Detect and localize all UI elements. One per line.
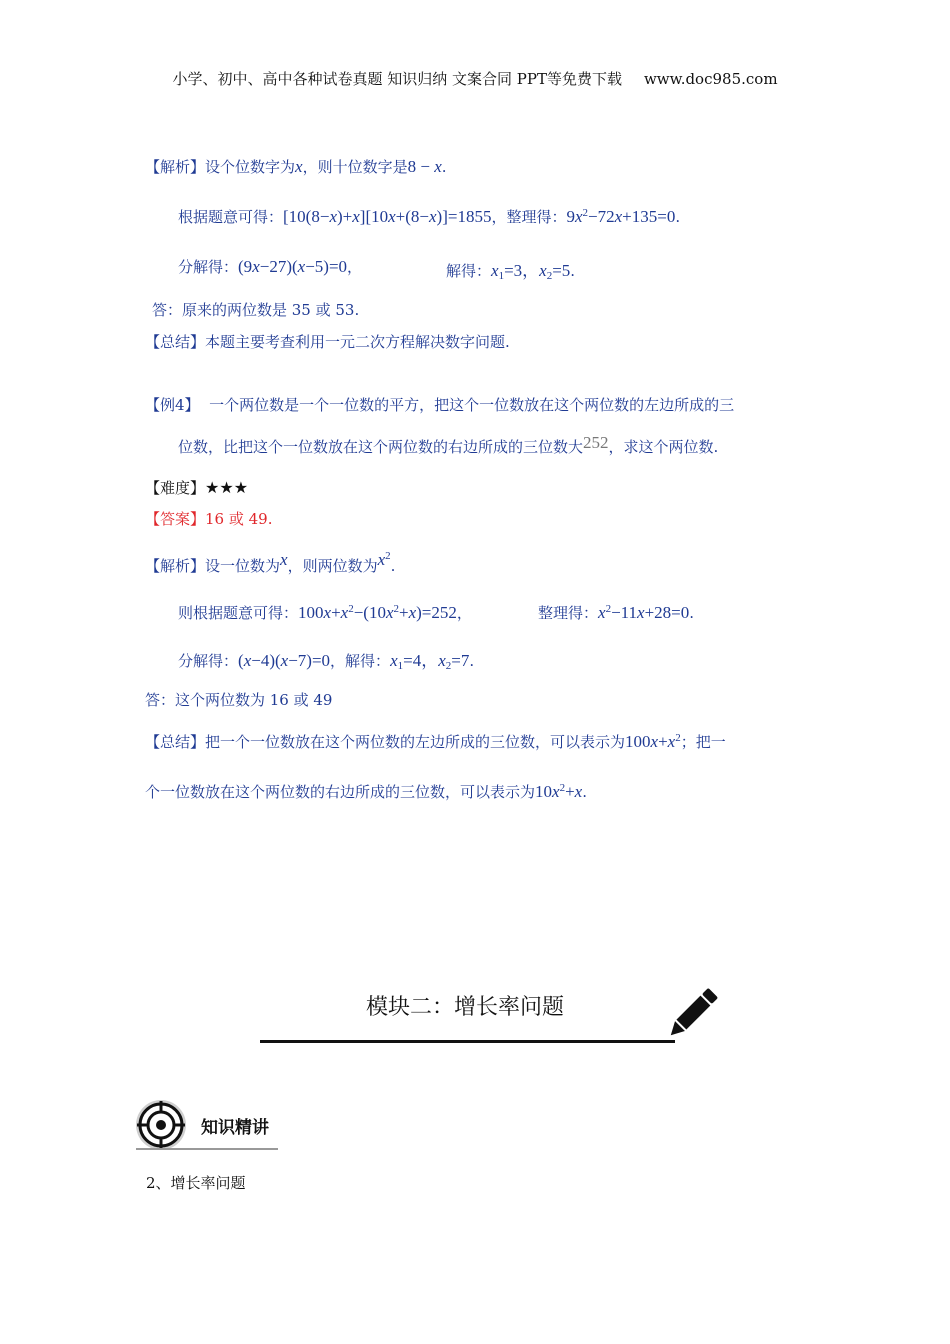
ex4-step2-line: 分解得：(x−4)(x−7)=0，解得：$x_1=4$，$x_2=7$. [178, 651, 475, 672]
math-equation-252: $100x+x^2-(10x^2+x)=252$ [298, 603, 457, 622]
ex4-tidy-label: 整理得： [538, 604, 599, 622]
ex4-title-label: 【例4】 [145, 396, 200, 414]
ex4-analysis-text-1: 设一位数为 [205, 557, 281, 575]
ex4-step2-label: 分解得： [178, 652, 239, 670]
ex4-answer-value: 16 或 49. [205, 510, 273, 528]
ex3-summary-line [145, 331, 510, 352]
ex4-difficulty-line [145, 477, 248, 498]
ex4-solve-label: ，解得： [330, 652, 391, 670]
ex4-step1-line: 则根据题意可得：$100x+x^2-(10x^2+x)=252$， [178, 603, 472, 622]
ex4-question-text-2a: 位数，比把这个一位数放在这个两位数的右边所成的三位数大 [178, 438, 584, 456]
module-underline [260, 1040, 675, 1043]
section-title: 2、增长率问题 [146, 1174, 246, 1192]
math-factor-ex3: (9x−27)(x−5)=0 [238, 257, 348, 276]
math-factor-ex4: (x−4)(x−7)=0 [238, 651, 331, 670]
ex4-difficulty-stars: ★★★ [205, 478, 249, 497]
ex4-difficulty-label: 【难度】 [145, 479, 206, 497]
math-x: x [295, 157, 303, 176]
ex4-step1-label: 则根据题意可得： [178, 604, 299, 622]
ex4-question-number: 252 [583, 433, 609, 452]
ex4-summary-line-2: 个一位数放在这个两位数的右边所成的三位数，可以表示为$10x^2+x$. [145, 782, 587, 801]
ex3-analysis-text-1: 设个位数字为 [205, 158, 296, 176]
ex3-answer: 答：原来的两位数是 35 或 53. [152, 301, 360, 319]
ex4-analysis-label: 【解析】 [145, 557, 206, 575]
ex3-analysis-label: 【解析】 [145, 158, 206, 176]
ex3-step1-label: 根据题意可得： [178, 208, 284, 226]
page-header [0, 68, 950, 89]
ex3-analysis-line: 【解析】设个位数字为x，则十位数字是8 − x. [145, 157, 447, 176]
ex4-summary-label: 【总结】 [145, 733, 206, 751]
ex4-question-line-2 [178, 433, 718, 457]
ex4-summary-text-3: 个一位数放在这个两位数的右边所成的三位数，可以表示为 [145, 783, 536, 801]
target-icon [133, 1097, 189, 1153]
math-9x2-equation: $9x^2-72x+135=0$ [566, 207, 676, 226]
module-title: 模块二：增长率问题 [365, 995, 564, 1020]
math-x2-equation: $x^2-11x+28=0$ [598, 603, 690, 622]
ex4-analysis-line: 【解析】设一位数为x，则两位数为$x^2$. [145, 550, 396, 575]
ex4-tidy-line: 整理得：$x^2-11x+28=0$. [538, 603, 695, 622]
ex4-question-text-2b: ，求这个两位数. [608, 438, 719, 456]
ex4-answer-line [145, 508, 273, 529]
ex4-answer: 答：这个两位数为 16 或 49 [145, 691, 333, 709]
math-x-squared: $x^2$ [377, 550, 391, 569]
knowledge-title: 知识精讲 [201, 1118, 269, 1138]
math-roots-ex4: $x_1=4$，$x_2=7$ [390, 651, 470, 672]
header-text: 小学、初中、高中各种试卷真题 知识归纳 文案合同 PPT等免费下载 [172, 70, 622, 88]
ex3-step1-line: 根据题意可得：[10(8−x)+x][10x+(8−x)]=1855，整理得：$9x^2-72x+135=0$. [178, 207, 681, 226]
ex3-solve-label: 解得： [446, 262, 492, 280]
math-x-ex4: x [280, 550, 288, 569]
knowledge-underline [136, 1148, 278, 1150]
ex4-question-line-1 [145, 394, 734, 415]
ex4-answer-label: 【答案】 [145, 510, 206, 528]
math-roots-ex3: $x_1=3$，$x_2=5$ [491, 261, 571, 282]
ex3-step2-line: 分解得：(9x−27)(x−5)=0， [178, 257, 363, 276]
ex3-solve-line: 解得：$x_1=3$，$x_2=5$. [446, 261, 576, 282]
ex4-question-text-1: 一个两位数是一个一位数的平方，把这个一位数放在这个两位数的左边所成的三 [209, 396, 735, 414]
header-url: www.doc985.com [643, 70, 778, 88]
ex4-summary-text-2: ；把一 [680, 733, 726, 751]
math-100x-plus-x2: $100x+x^2$ [625, 732, 681, 751]
math-10x2-plus-x: $10x^2+x$ [535, 782, 583, 801]
ex3-summary-label: 【总结】 [145, 333, 206, 351]
ex3-analysis-text-2: ，则十位数字是 [302, 158, 408, 176]
ex4-summary-line-1 [145, 731, 726, 752]
ex4-summary-text-1: 把一个一位数放在这个两位数的左边所成的三位数，可以表示为 [205, 733, 626, 751]
math-equation-1855: [10(8−x)+x][10x+(8−x)]=1855 [283, 207, 492, 226]
ex3-step1-tidy: ，整理得： [491, 208, 567, 226]
math-8-minus-x: 8 − x [407, 157, 442, 176]
ex3-step2-label: 分解得： [178, 258, 239, 276]
ex4-analysis-text-2: ，则两位数为 [287, 557, 378, 575]
pencil-icon [660, 982, 724, 1046]
ex3-summary-text: 本题主要考查利用一元二次方程解决数字问题. [205, 333, 510, 351]
